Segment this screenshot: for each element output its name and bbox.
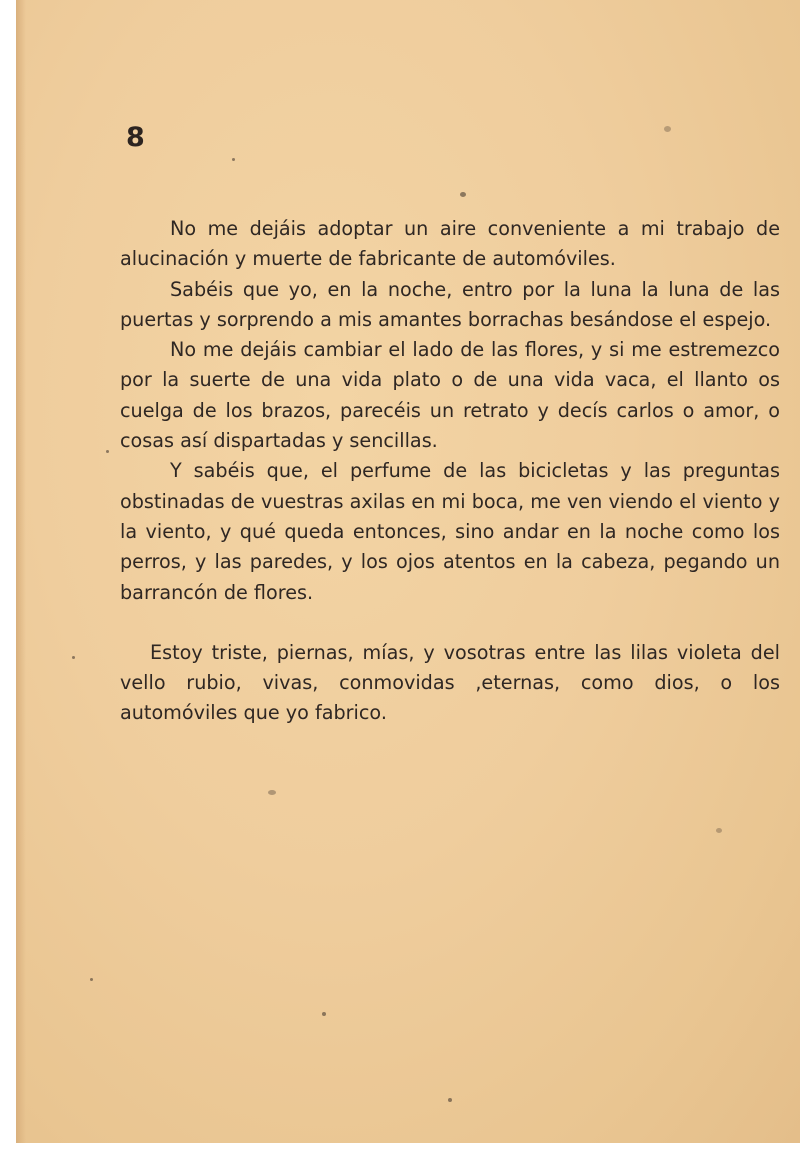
paragraph-5: Estoy triste, piernas, mías, y vosotras entre las lilas violeta del vello rubio, vivas, conmovidas ,eternas, como dios, o los automóviles que yo fabrico. — [120, 640, 780, 725]
poem-text — [120, 214, 780, 729]
print-speck — [106, 450, 109, 453]
paragraph-1: No me dejáis adoptar un aire conveniente a mi trabajo de alucinación y muerte de fabricante de automóviles. — [120, 217, 780, 271]
print-speck — [664, 126, 671, 132]
print-speck — [716, 828, 722, 833]
paragraph-4: Y sabéis que, el perfume de las bicicletas y las preguntas obstinadas de vuestras axilas en mi boca, me ven viendo el viento y la viento, y qué queda entonces, sino andar en la noche como los perros, y las paredes, y los ojos atentos en la cabeza, pegando un barrancón de flores. — [120, 459, 780, 604]
print-speck — [90, 978, 93, 981]
paragraph-2: Sabéis que yo, en la noche, entro por la luna la luna de las puertas y sorprendo a mis amantes borrachas besándose el espejo. — [120, 277, 780, 331]
paragraph-3: No me dejáis cambiar el lado de las flores, y si me estremezco por la suerte de una vida plato o de una vida vaca, el llanto os cuelga de los brazos, parecéis un retrato y decís carlos o amor, o cosas así dispartadas y sencillas. — [120, 338, 780, 453]
print-speck — [268, 790, 276, 795]
page-edge-shadow — [16, 0, 26, 1143]
book-page — [16, 0, 800, 1143]
print-speck — [232, 158, 235, 161]
print-speck — [322, 1012, 326, 1016]
print-speck — [72, 656, 75, 659]
print-speck — [448, 1098, 452, 1102]
print-speck — [460, 192, 466, 197]
page-number: 8 — [126, 122, 145, 153]
